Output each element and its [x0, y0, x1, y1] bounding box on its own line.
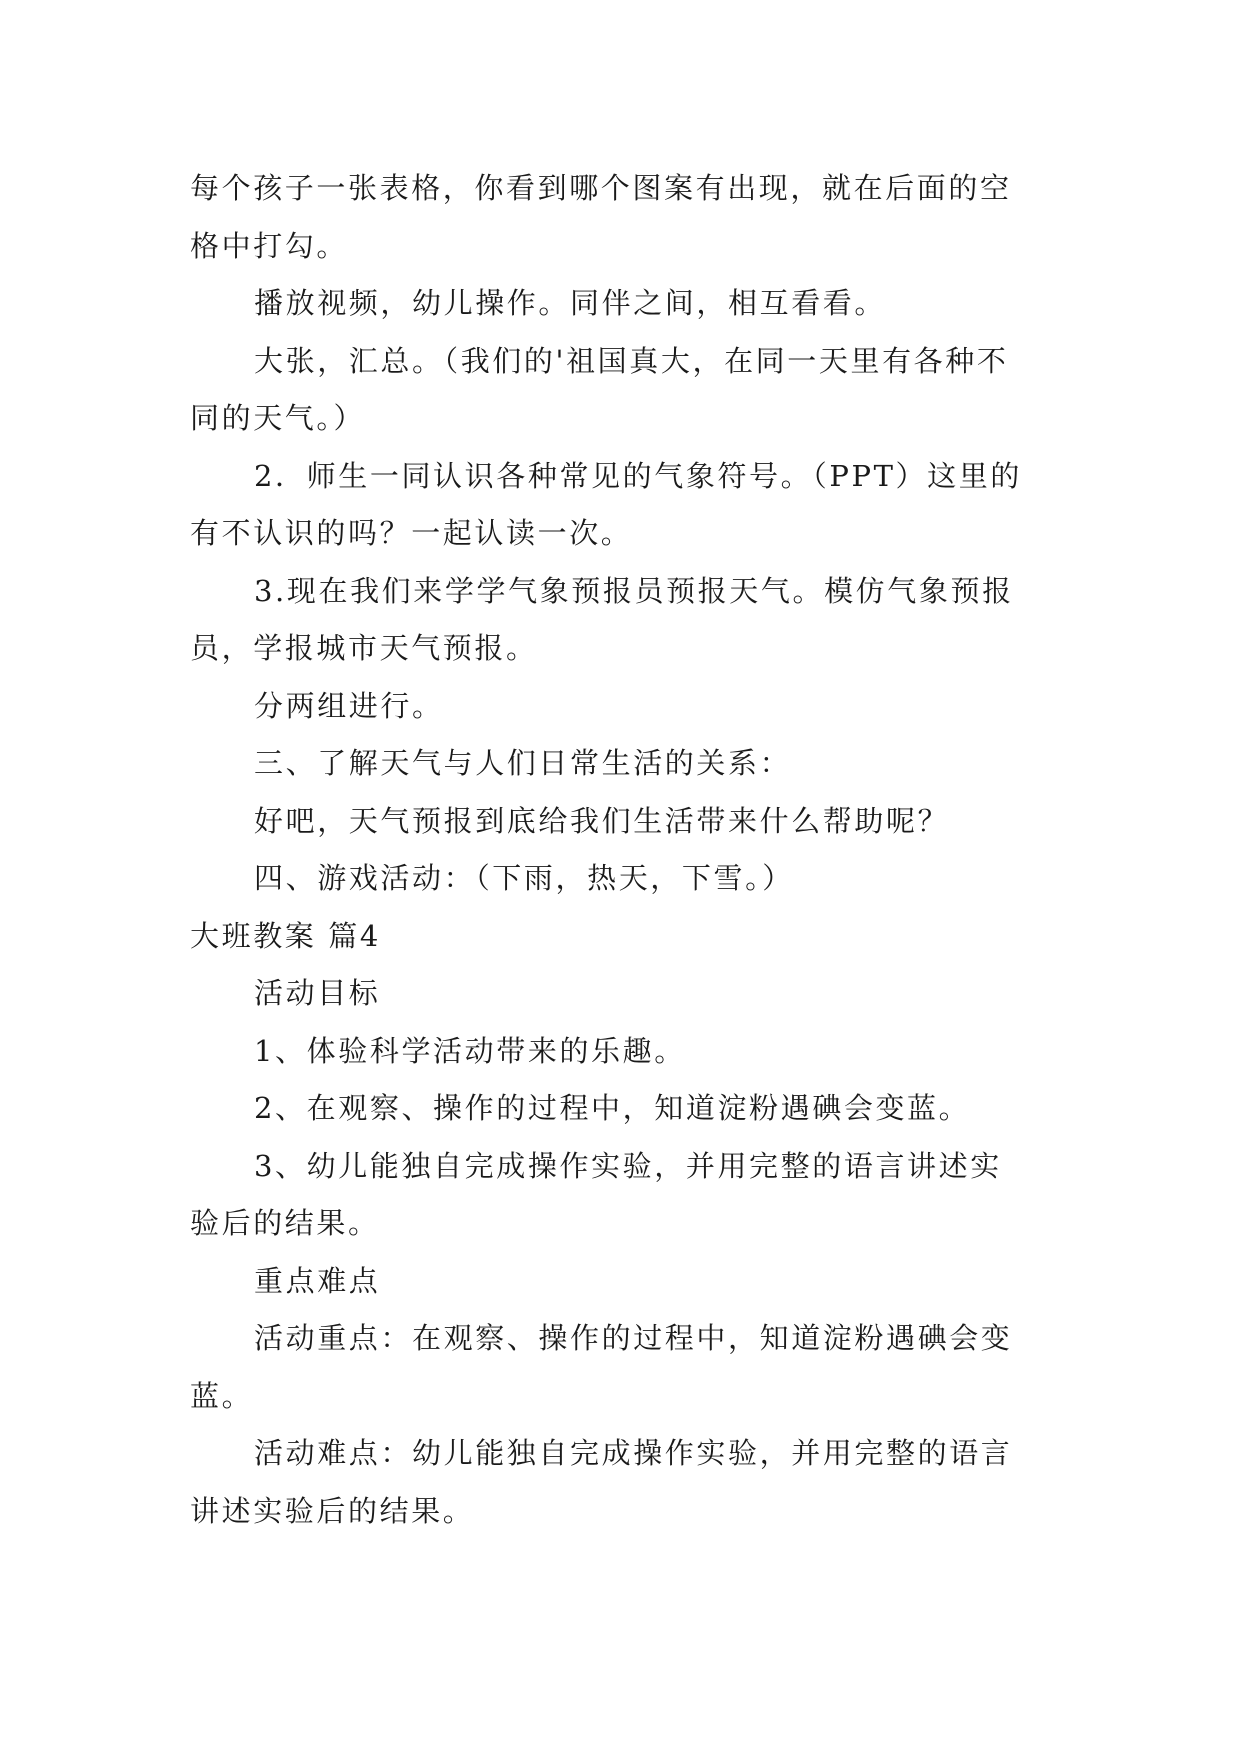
list-item: 1、体验科学活动带来的乐趣。 [254, 1033, 686, 1068]
list-item: 3、幼儿能独自完成操作实验，并用完整的语言讲述实 [254, 1148, 1002, 1183]
paragraph-line: 同的天气。） [190, 401, 366, 435]
paragraph-line: 有不认识的吗？一起认读一次。 [190, 516, 633, 550]
section-heading: 三、了解天气与人们日常生活的关系： [254, 746, 792, 780]
paragraph-line: 员，学报城市天气预报。 [190, 631, 538, 665]
section-heading: 四、游戏活动：（下雨，热天，下雪。） [254, 861, 794, 895]
section-heading: 重点难点 [254, 1263, 381, 1298]
paragraph-line: 格中打勾。 [190, 228, 349, 263]
paragraph-line: 播放视频，幼儿操作。同伴之间，相互看看。 [254, 286, 887, 320]
section-heading: 活动目标 [254, 976, 381, 1010]
paragraph-line: 验后的结果。 [190, 1206, 380, 1240]
paragraph-line: 活动重点：在观察、操作的过程中，知道淀粉遇碘会变 [254, 1321, 1013, 1355]
paragraph-line: 活动难点：幼儿能独自完成操作实验，并用完整的语言 [254, 1436, 1013, 1470]
paragraph-line: 好吧，天气预报到底给我们生活带来什么帮助呢？ [254, 803, 950, 838]
paragraph-line: 大张，汇总。（我们的'祖国真大，在同一天里有各种不 [254, 343, 1009, 378]
paragraph-line: 讲述实验后的结果。 [190, 1493, 475, 1528]
paragraph-line: 蓝。 [190, 1378, 254, 1413]
lesson-title: 大班教案 篇4 [190, 918, 381, 953]
document-body [190, 160, 1050, 1540]
paragraph-line: 3.现在我们来学学气象预报员预报天气。模仿气象预报 [254, 573, 1014, 608]
paragraph-line: 2．师生一同认识各种常见的气象符号。（PPT）这里的 [254, 458, 1022, 493]
list-item: 2、在观察、操作的过程中，知道淀粉遇碘会变蓝。 [254, 1091, 971, 1125]
paragraph-line: 每个孩子一张表格，你看到哪个图案有出现，就在后面的空 [190, 171, 1012, 205]
paragraph-line: 分两组进行。 [254, 688, 444, 723]
